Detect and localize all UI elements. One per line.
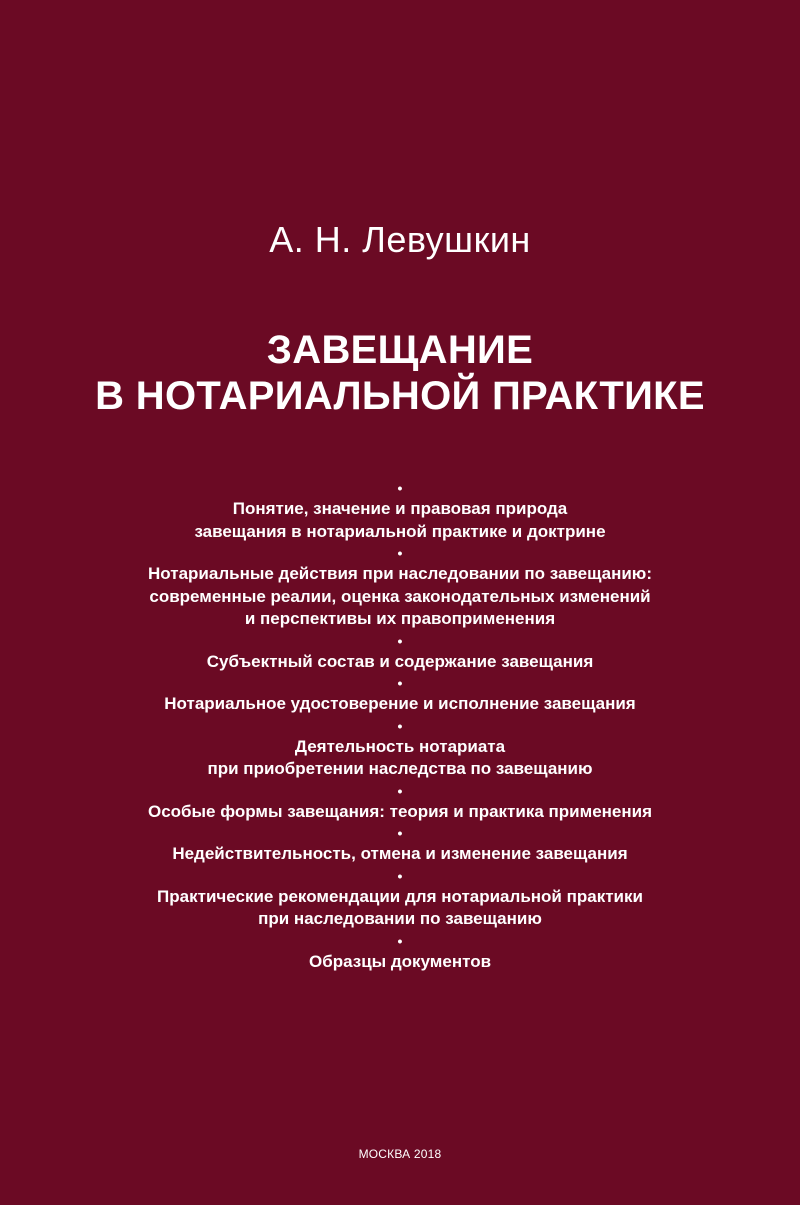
bullet-icon: •: [397, 675, 403, 691]
bullet-icon: •: [397, 932, 403, 949]
book-title: [0, 327, 800, 419]
topic-1-line-2: завещания в нотариальной практике и доктрине: [194, 521, 606, 541]
bullet-icon: •: [397, 825, 403, 841]
bullet-icon: •: [397, 545, 403, 561]
bullet-icon: •: [397, 632, 403, 649]
bullet-icon: •: [397, 717, 403, 734]
bullet-icon: •: [397, 480, 403, 496]
topic-4-line-1: Нотариальное удостоверение и исполнение завещания: [164, 694, 636, 713]
title-line-1: ЗАВЕЩАНИЕ: [266, 328, 534, 372]
topic-1-line-1: Понятие, значение и правовая природа: [232, 499, 568, 518]
topic-7-line-1: Недействительность, отмена и изменение завещания: [172, 844, 628, 863]
title-line-2: В НОТАРИАЛЬНОЙ ПРАКТИКЕ: [95, 374, 705, 418]
bullet-icon: •: [397, 867, 403, 884]
topic-2-line-1: Нотариальные действия при наследовании по завещанию:: [148, 564, 652, 583]
topic-8-line-2: при наследовании по завещанию: [258, 909, 542, 928]
publication-place-year: МОСКВА 2018: [358, 1147, 442, 1161]
topic-9-line-1: Образцы документов: [308, 951, 492, 971]
author-name: А. Н. Левушкин: [269, 219, 531, 260]
topic-8-line-1: Практические рекомендации для нотариальной практики: [157, 886, 643, 906]
bullet-icon: •: [397, 782, 403, 799]
topics-list: [0, 478, 800, 973]
topic-5-line-2: при приобретении наследства по завещанию: [207, 759, 593, 778]
topic-5-line-1: Деятельность нотариата: [294, 736, 506, 756]
topic-2-line-3: и перспективы их правоприменения: [244, 609, 556, 628]
topic-3-line-1: Субъектный состав и содержание завещания: [206, 651, 594, 671]
topic-6-line-1: Особые формы завещания: теория и практика применения: [147, 801, 653, 821]
topic-2-line-2: современные реалии, оценка законодательных изменений: [149, 586, 651, 606]
